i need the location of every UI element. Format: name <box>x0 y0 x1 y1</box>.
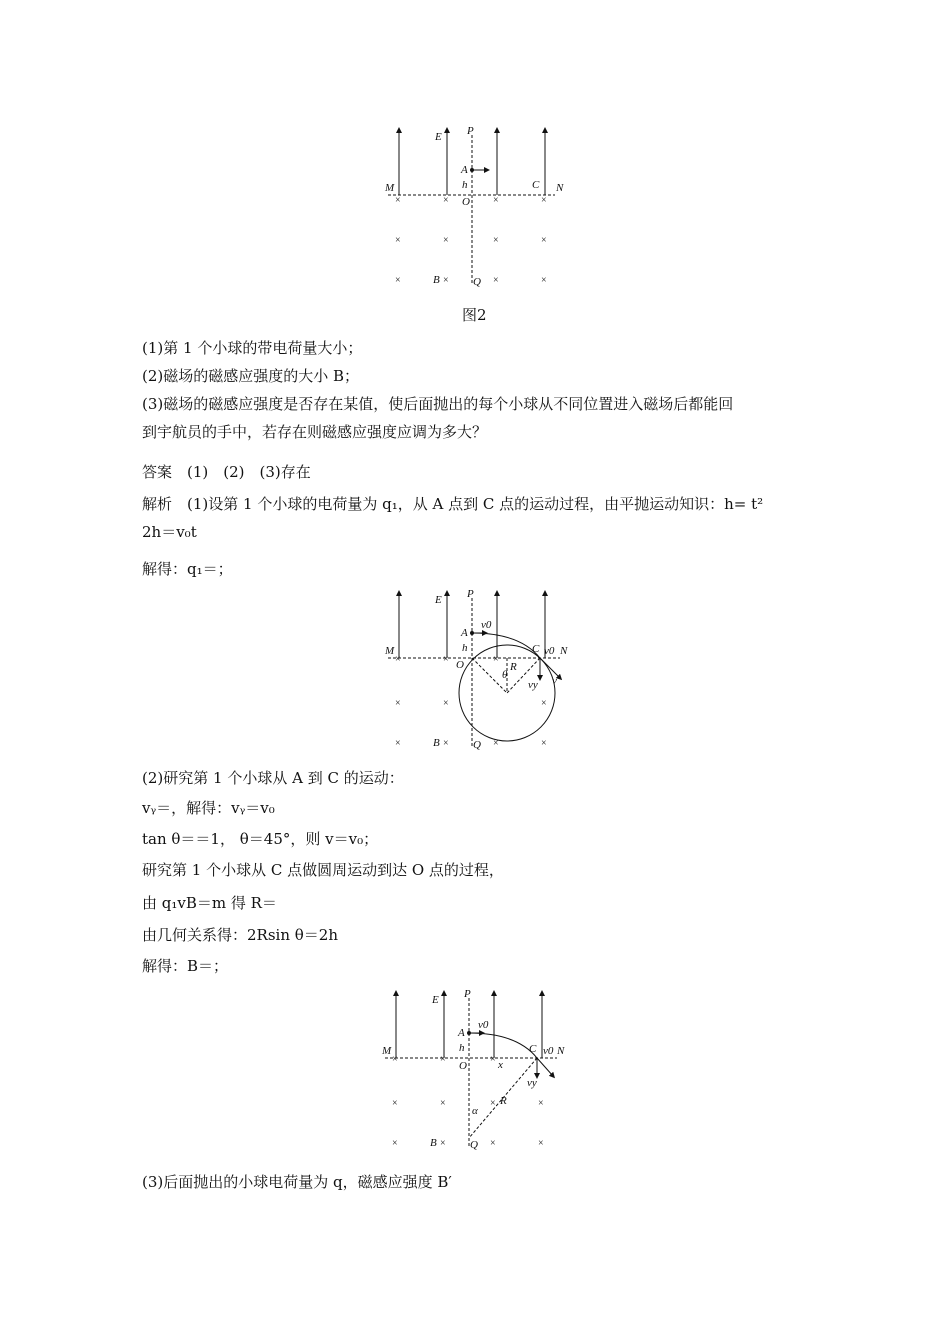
label-Q: Q <box>473 276 481 288</box>
svg-text:×: × <box>443 275 449 286</box>
question-2: (2)磁场的磁感应强度的大小 B； <box>142 367 360 385</box>
label-P: P <box>464 988 471 1000</box>
label-N: N <box>557 1045 565 1057</box>
figure-3-diagram <box>377 988 577 1158</box>
label-x: x <box>498 1059 503 1071</box>
label-M: M <box>382 1045 392 1057</box>
label-Q: Q <box>470 1139 478 1151</box>
solve-B: 解得：B＝； <box>142 957 229 975</box>
answer-line: 答案 (1) (2) (3)存在 <box>142 463 311 481</box>
figure-1-caption: 图2 <box>462 306 487 324</box>
label-R: R <box>510 661 517 673</box>
svg-text:×: × <box>443 654 449 665</box>
figure-1-diagram <box>380 125 580 295</box>
analysis-line-1: 解析 (1)设第 1 个小球的电荷量为 q₁，从 A 点到 C 点的运动过程，由平抛运动知识：h= t² <box>142 495 764 513</box>
label-N: N <box>560 645 568 657</box>
svg-text:×: × <box>443 235 449 246</box>
label-v0-C: v0 <box>543 1045 554 1057</box>
label-A: A <box>458 1027 465 1039</box>
svg-text:×: × <box>395 195 401 206</box>
analysis-line-2: 2h＝v₀t <box>142 523 197 541</box>
label-C: C <box>529 1043 537 1055</box>
label-theta: θ <box>502 669 508 681</box>
svg-text:×: × <box>541 235 547 246</box>
label-O: O <box>459 1060 467 1072</box>
part2-line-4: 研究第 1 个小球从 C 点做圆周运动到达 O 点的过程， <box>142 861 504 879</box>
svg-text:×: × <box>538 1138 544 1149</box>
svg-text:×: × <box>443 738 449 749</box>
svg-text:×: × <box>538 1098 544 1109</box>
svg-text:×: × <box>493 738 499 749</box>
label-v0: v0 <box>478 1019 489 1031</box>
label-v: v <box>552 675 557 687</box>
figure-2-diagram <box>380 588 580 758</box>
question-3-line-1: (3)磁场的磁感应强度是否存在某值，使后面抛出的每个小球从不同位置进入磁场后都能回 <box>142 395 734 413</box>
label-B: B <box>433 737 440 749</box>
label-vy: vy <box>528 679 538 691</box>
label-P: P <box>467 588 474 600</box>
label-A: A <box>461 164 468 176</box>
svg-text:×: × <box>541 698 547 709</box>
label-R: R <box>500 1095 507 1107</box>
svg-text:×: × <box>493 235 499 246</box>
magnetic-field-marks <box>392 1054 544 1149</box>
label-E: E <box>432 994 439 1006</box>
svg-text:×: × <box>440 1138 446 1149</box>
solve-q1: 解得：q₁＝； <box>142 560 233 578</box>
svg-text:×: × <box>493 195 499 206</box>
label-alpha: α <box>472 1105 478 1117</box>
svg-text:×: × <box>392 1054 398 1065</box>
svg-text:×: × <box>440 1054 446 1065</box>
magnetic-field-marks <box>395 654 547 749</box>
label-h: h <box>459 1042 465 1054</box>
label-vy: vy <box>527 1077 537 1089</box>
v-arrow <box>540 658 560 678</box>
label-O: O <box>462 196 470 208</box>
svg-text:×: × <box>395 654 401 665</box>
svg-text:×: × <box>395 738 401 749</box>
part2-line-1: (2)研究第 1 个小球从 A 到 C 的运动： <box>142 769 404 787</box>
svg-text:×: × <box>490 1098 496 1109</box>
svg-text:×: × <box>395 235 401 246</box>
label-C: C <box>532 643 540 655</box>
question-1: (1)第 1 个小球的带电荷量大小； <box>142 339 363 357</box>
label-B: B <box>433 274 440 286</box>
label-E: E <box>435 131 442 143</box>
svg-text:×: × <box>490 1054 496 1065</box>
magnetic-field-marks <box>395 195 547 286</box>
part2-line-2: vᵧ＝，解得：vᵧ＝v₀ <box>142 799 275 817</box>
svg-text:×: × <box>493 275 499 286</box>
label-E: E <box>435 594 442 606</box>
label-h: h <box>462 642 468 654</box>
label-A: A <box>461 627 468 639</box>
parabola-path <box>469 1033 537 1058</box>
svg-text:×: × <box>493 654 499 665</box>
label-Q: Q <box>473 739 481 751</box>
svg-text:×: × <box>541 195 547 206</box>
label-M: M <box>385 645 395 657</box>
label-B: B <box>430 1137 437 1149</box>
svg-text:×: × <box>440 1098 446 1109</box>
label-N: N <box>556 182 564 194</box>
v-arrow <box>537 1058 553 1076</box>
label-v0-C: v0 <box>544 645 555 657</box>
svg-text:×: × <box>392 1138 398 1149</box>
question-3-line-2: 到宇航员的手中，若存在则磁感应强度应调为多大？ <box>142 423 488 441</box>
label-M: M <box>385 182 395 194</box>
label-v0: v0 <box>481 619 492 631</box>
svg-text:×: × <box>395 275 401 286</box>
part3-line-1: (3)后面抛出的小球电荷量为 q，磁感应强度 B′ <box>142 1173 452 1191</box>
label-h: h <box>462 179 468 191</box>
part2-line-6: 由几何关系得：2Rsin θ＝2h <box>142 926 338 944</box>
part2-line-3: tan θ＝＝1， θ＝45°，则 v＝v₀； <box>142 830 379 848</box>
label-P: P <box>467 125 474 137</box>
svg-text:×: × <box>443 195 449 206</box>
label-C: C <box>532 179 540 191</box>
svg-text:×: × <box>395 698 401 709</box>
part2-line-5: 由 q₁vB＝m 得 R＝ <box>142 894 277 912</box>
svg-text:×: × <box>392 1098 398 1109</box>
svg-text:×: × <box>541 275 547 286</box>
svg-text:×: × <box>541 738 547 749</box>
svg-text:×: × <box>490 1138 496 1149</box>
svg-text:×: × <box>443 698 449 709</box>
label-O: O <box>456 659 464 671</box>
